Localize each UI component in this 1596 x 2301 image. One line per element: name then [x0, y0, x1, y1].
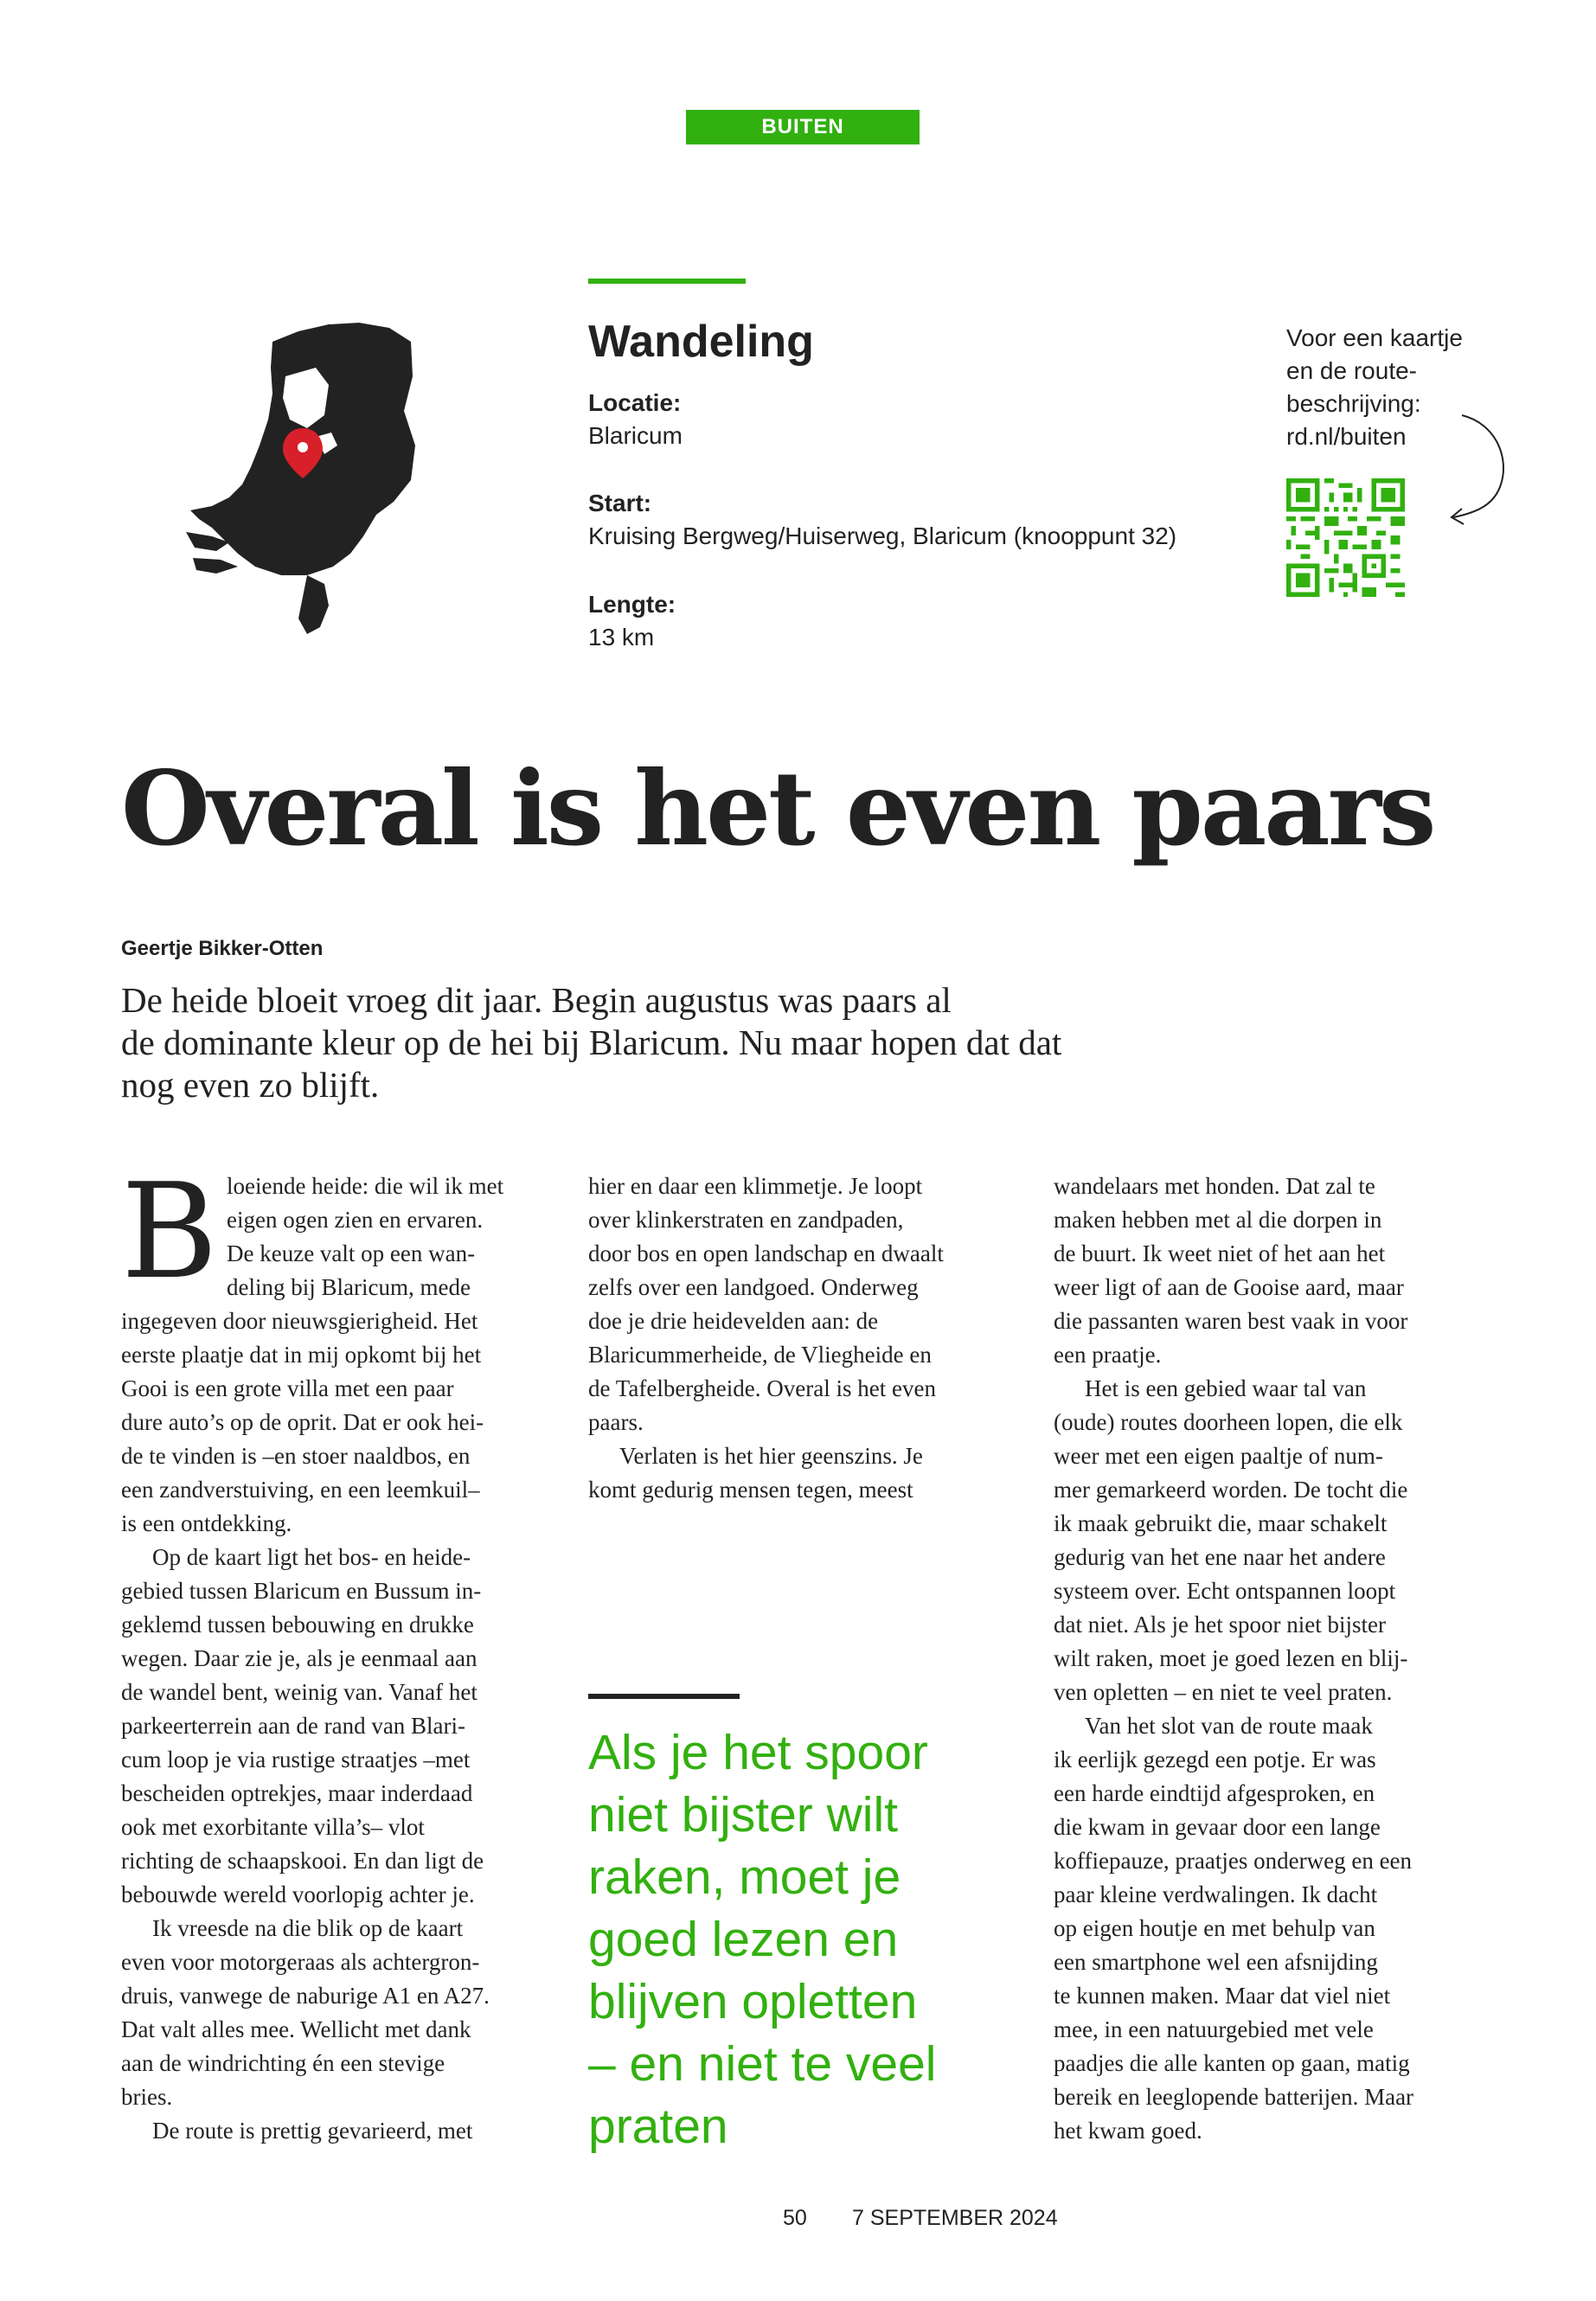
text-line: cum loop je via rustige straatjes –met: [121, 1747, 471, 1772]
qr-caption-line: beschrijving:: [1286, 390, 1421, 417]
text-line: Het is een gebied waar tal van: [1085, 1375, 1367, 1401]
article-column-3: [1054, 1170, 1486, 2148]
text-line: bereik en leeglopende batterijen. Maar: [1054, 2084, 1414, 2110]
locatie-value: Blaricum: [588, 422, 683, 449]
text-line: Verlaten is het hier geenszins. Je: [619, 1443, 923, 1469]
text-line: de buurt. Ik weet niet of het aan het: [1054, 1240, 1386, 1266]
text-line: (oude) routes doorheen lopen, die elk: [1054, 1409, 1403, 1435]
lengte-label: Lengte:: [588, 591, 676, 618]
lengte-value: 13 km: [588, 624, 655, 651]
pull-quote-line: Als je het spoor: [588, 1725, 928, 1780]
issue-date: 7 SEPTEMBER 2024: [852, 2206, 1058, 2230]
text-line: te kunnen maken. Maar dat viel niet: [1054, 1983, 1391, 2009]
intro-paragraph: [121, 979, 1246, 1106]
pull-quote-line: goed lezen en: [588, 1912, 899, 1967]
intro-line: nog even zo blijft.: [121, 1065, 380, 1105]
pull-quote-line: blijven opletten: [588, 1974, 918, 2029]
text-line: door bos en open landschap en dwaalt: [588, 1240, 944, 1266]
info-lengte: [588, 588, 676, 654]
author-byline: Geertje Bikker-Otten: [121, 937, 324, 960]
text-line: die kwam in gevaar door een lange: [1054, 1814, 1381, 1840]
text-line: die passanten waren best vaak in voor: [1054, 1308, 1408, 1334]
text-line: mer gemarkeerd worden. De tocht die: [1054, 1477, 1408, 1503]
text-line: bries.: [121, 2084, 173, 2110]
text-line: maken hebben met al die dorpen in: [1054, 1207, 1382, 1233]
text-line: bebouwde wereld voorlopig achter je.: [121, 1881, 475, 1907]
info-title: Wandeling: [588, 317, 814, 367]
headline: Overal is het even paars: [121, 748, 1434, 868]
text-line: doe je drie heidevelden aan: de: [588, 1308, 879, 1334]
info-start: [588, 487, 1176, 553]
text-line: op eigen houtje en met behulp van: [1054, 1915, 1375, 1941]
pull-quote-line: – en niet te veel: [588, 2036, 937, 2092]
text-line: geklemd tussen bebouwing en drukke: [121, 1612, 474, 1638]
intro-line: De heide bloeit vroeg dit jaar. Begin augustus was paars al: [121, 980, 952, 1020]
text-line: Op de kaart ligt het bos- en heide-: [152, 1544, 471, 1570]
text-line: een smartphone wel een afsnijding: [1054, 1949, 1378, 1975]
text-line: even voor motorgeraas als achtergron-: [121, 1949, 480, 1975]
text-line: deling bij Blaricum, mede: [227, 1274, 471, 1300]
text-line: wandelaars met honden. Dat zal te: [1054, 1173, 1375, 1199]
article-column-1: [121, 1170, 554, 2148]
text-line: een harde eindtijd afgesproken, en: [1054, 1780, 1375, 1806]
start-label: Start:: [588, 490, 652, 516]
start-value: Kruising Bergweg/Huiserweg, Blaricum (knooppunt 32): [588, 522, 1177, 549]
text-line: Van het slot van de route maak: [1085, 1713, 1373, 1739]
text-line: hier en daar een klimmetje. Je loopt: [588, 1173, 923, 1199]
text-line: De route is prettig gevarieerd, met: [152, 2118, 473, 2144]
qr-caption-line: Voor een kaartje: [1286, 324, 1463, 351]
locatie-label: Locatie:: [588, 389, 682, 416]
text-line: eerste plaatje dat in mij opkomt bij het: [121, 1342, 482, 1368]
text-line: de Tafelbergheide. Overal is het even: [588, 1375, 936, 1401]
drop-cap: B: [121, 1155, 218, 1308]
text-line: weer ligt of aan de Gooise aard, maar: [1054, 1274, 1404, 1300]
pull-quote-line: niet bijster wilt: [588, 1787, 898, 1843]
text-line: Blaricummerheide, de Vliegheide en: [588, 1342, 932, 1368]
text-line: richting de schaapskooi. En dan ligt de: [121, 1848, 484, 1874]
text-line: eigen ogen zien en ervaren.: [227, 1207, 484, 1233]
text-line: wilt raken, moet je goed lezen en blij-: [1054, 1645, 1408, 1671]
netherlands-map-icon: [177, 316, 437, 636]
text-line: loeiende heide: die wil ik met: [227, 1173, 504, 1199]
text-line: het kwam goed.: [1054, 2118, 1202, 2144]
text-line: komt gedurig mensen tegen, meest: [588, 1477, 913, 1503]
pull-quote-rule: [588, 1694, 740, 1699]
text-line: paadjes die alle kanten op gaan, matig: [1054, 2050, 1410, 2076]
page-number: 50: [783, 2206, 807, 2230]
text-line: dure auto’s op de oprit. Dat er ook hei-: [121, 1409, 484, 1435]
text-line: mee, in een natuurgebied met vele: [1054, 2016, 1374, 2042]
text-line: een praatje.: [1054, 1342, 1162, 1368]
pull-quote: [588, 1721, 995, 2157]
text-line: zelfs over een landgoed. Onderweg: [588, 1274, 919, 1300]
text-line: parkeerterrein aan de rand van Blari-: [121, 1713, 466, 1739]
text-line: paars.: [588, 1409, 644, 1435]
qr-code-icon[interactable]: [1286, 478, 1405, 597]
text-line: ven opletten – en niet te veel praten.: [1054, 1679, 1393, 1705]
text-line: gebied tussen Blaricum en Bussum in-: [121, 1578, 482, 1604]
text-line: over klinkerstraten en zandpaden,: [588, 1207, 904, 1233]
text-line: de wandel bent, weinig van. Vanaf het: [121, 1679, 478, 1705]
text-line: Dat valt alles mee. Wellicht met dank: [121, 2016, 471, 2042]
text-line: ik eerlijk gezegd een potje. Er was: [1054, 1747, 1376, 1772]
text-line: druis, vanwege de naburige A1 en A27.: [121, 1983, 490, 2009]
text-line: ik maak gebruikt die, maar schakelt: [1054, 1510, 1388, 1536]
text-line: wegen. Daar zie je, als je eenmaal aan: [121, 1645, 478, 1671]
info-rule: [588, 279, 746, 284]
text-line: is een ontdekking.: [121, 1510, 292, 1536]
text-line: weer met een eigen paaltje of num-: [1054, 1443, 1383, 1469]
text-line: paar kleine verdwalingen. Ik dacht: [1054, 1881, 1378, 1907]
text-line: koffiepauze, praatjes onderweg en een: [1054, 1848, 1413, 1874]
text-line: dat niet. Als je het spoor niet bijster: [1054, 1612, 1386, 1638]
curved-arrow-icon: [1445, 407, 1514, 536]
text-line: een zandverstuiving, en een leemkuil–: [121, 1477, 480, 1503]
intro-line: de dominante kleur op de hei bij Blaricum. Nu maar hopen dat dat: [121, 1022, 1062, 1062]
text-line: gedurig van het ene naar het andere: [1054, 1544, 1386, 1570]
text-line: aan de windrichting én een stevige: [121, 2050, 445, 2076]
text-line: de te vinden is –en stoer naaldbos, en: [121, 1443, 471, 1469]
section-tag: BUITEN: [686, 110, 920, 144]
info-locatie: [588, 387, 683, 452]
text-line: De keuze valt op een wan-: [227, 1240, 476, 1266]
article-column-2: [588, 1170, 1021, 1507]
text-line: Gooi is een grote villa met een paar: [121, 1375, 454, 1401]
pull-quote-line: raken, moet je: [588, 1849, 901, 1905]
text-line: ingegeven door nieuwsgierigheid. Het: [121, 1308, 478, 1334]
qr-caption-line: en de route-: [1286, 357, 1417, 384]
text-line: Ik vreesde na die blik op de kaart: [152, 1915, 464, 1941]
text-line: bescheiden optrekjes, maar inderdaad: [121, 1780, 473, 1806]
text-line: ook met exorbitante villa’s– vlot: [121, 1814, 425, 1840]
pull-quote-line: praten: [588, 2099, 728, 2154]
qr-caption-link[interactable]: rd.nl/buiten: [1286, 423, 1407, 450]
text-line: systeem over. Echt ontspannen loopt: [1054, 1578, 1396, 1604]
